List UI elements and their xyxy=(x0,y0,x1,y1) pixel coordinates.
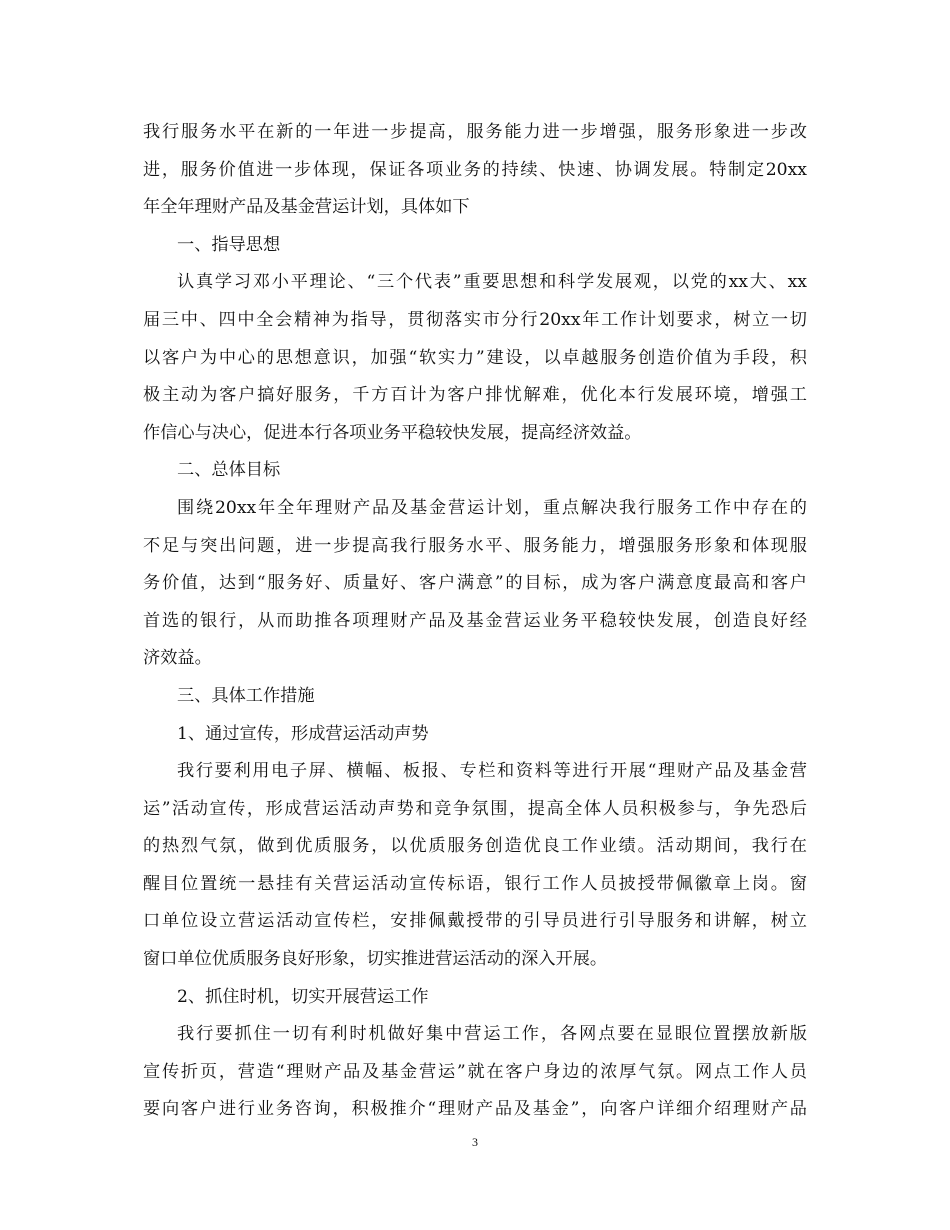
text-line: 醒目位置统一悬挂有关营运活动宣传标语，银行工作人员披授带佩徽章上岗。窗 xyxy=(143,873,807,894)
text-line: 窗口单位优质服务良好形象，切实推进营运活动的深入开展。 xyxy=(143,949,608,970)
text-line: 以客户为中心的思想意识，加强“软实力”建设，以卓越服务创造价值为手段，积 xyxy=(143,347,807,368)
text-line: 进，服务价值进一步体现，保证各项业务的持续、快速、协调发展。特制定20xx xyxy=(143,159,807,180)
text-line: 作信心与决心，促进本行各项业务平稳较快发展，提高经济效益。 xyxy=(143,422,642,443)
text-line: 2、抓住时机，切实开展营运工作 xyxy=(177,986,429,1007)
text-line: 要向客户进行业务咨询，积极推介“理财产品及基金”，向客户详细介绍理财产品 xyxy=(143,1099,807,1120)
text-line: 一、指导思想 xyxy=(177,234,281,255)
text-line: 运”活动宣传，形成营运活动声势和竞争氛围，提高全体人员积极参与，争先恐后 xyxy=(143,798,807,819)
text-line: 我行服务水平在新的一年进一步提高，服务能力进一步增强，服务形象进一步改 xyxy=(143,122,807,142)
text-line: 不足与突出问题，进一步提高我行服务水平、服务能力，增强服务形象和体现服 xyxy=(143,535,807,556)
text-line: 口单位设立营运活动宣传栏，安排佩戴授带的引导员进行引导服务和讲解，树立 xyxy=(143,911,807,932)
text-line: 宣传折页，营造“理财产品及基金营运”就在客户身边的浓厚气氛。网点工作人员 xyxy=(143,1061,807,1082)
text-line: 务价值，达到“服务好、质量好、客户满意”的目标，成为客户满意度最高和客户 xyxy=(143,573,807,594)
document-body xyxy=(143,114,807,1129)
text-line: 二、总体目标 xyxy=(177,460,281,481)
text-line: 三、具体工作措施 xyxy=(177,685,315,706)
text-line: 年全年理财产品及基金营运计划，具体如下 xyxy=(143,197,470,218)
text-line: 我行要利用电子屏、横幅、板报、专栏和资料等进行开展“理财产品及基金营 xyxy=(177,761,807,782)
text-line: 1、通过宣传，形成营运活动声势 xyxy=(177,723,429,744)
text-line: 认真学习邓小平理论、“三个代表”重要思想和科学发展观，以党的xx大、xx xyxy=(177,272,807,293)
text-line: 首选的银行，从而助推各项理财产品及基金营运业务平稳较快发展，创造良好经 xyxy=(143,610,807,631)
text-line: 我行要抓住一切有利时机做好集中营运工作，各网点要在显眼位置摆放新版 xyxy=(177,1024,807,1045)
text-line: 围绕20xx年全年理财产品及基金营运计划，重点解决我行服务工作中存在的 xyxy=(177,497,807,518)
page-number: 3 xyxy=(472,1135,478,1149)
text-line: 的热烈气氛，做到优质服务，以优质服务创造优良工作业绩。活动期间，我行在 xyxy=(143,836,807,857)
text-line: 届三中、四中全会精神为指导，贯彻落实市分行20xx年工作计划要求，树立一切 xyxy=(143,309,807,330)
text-line: 极主动为客户搞好服务，千方百计为客户排忧解难，优化本行发展环境，增强工 xyxy=(143,385,807,406)
text-line: 济效益。 xyxy=(143,648,212,669)
